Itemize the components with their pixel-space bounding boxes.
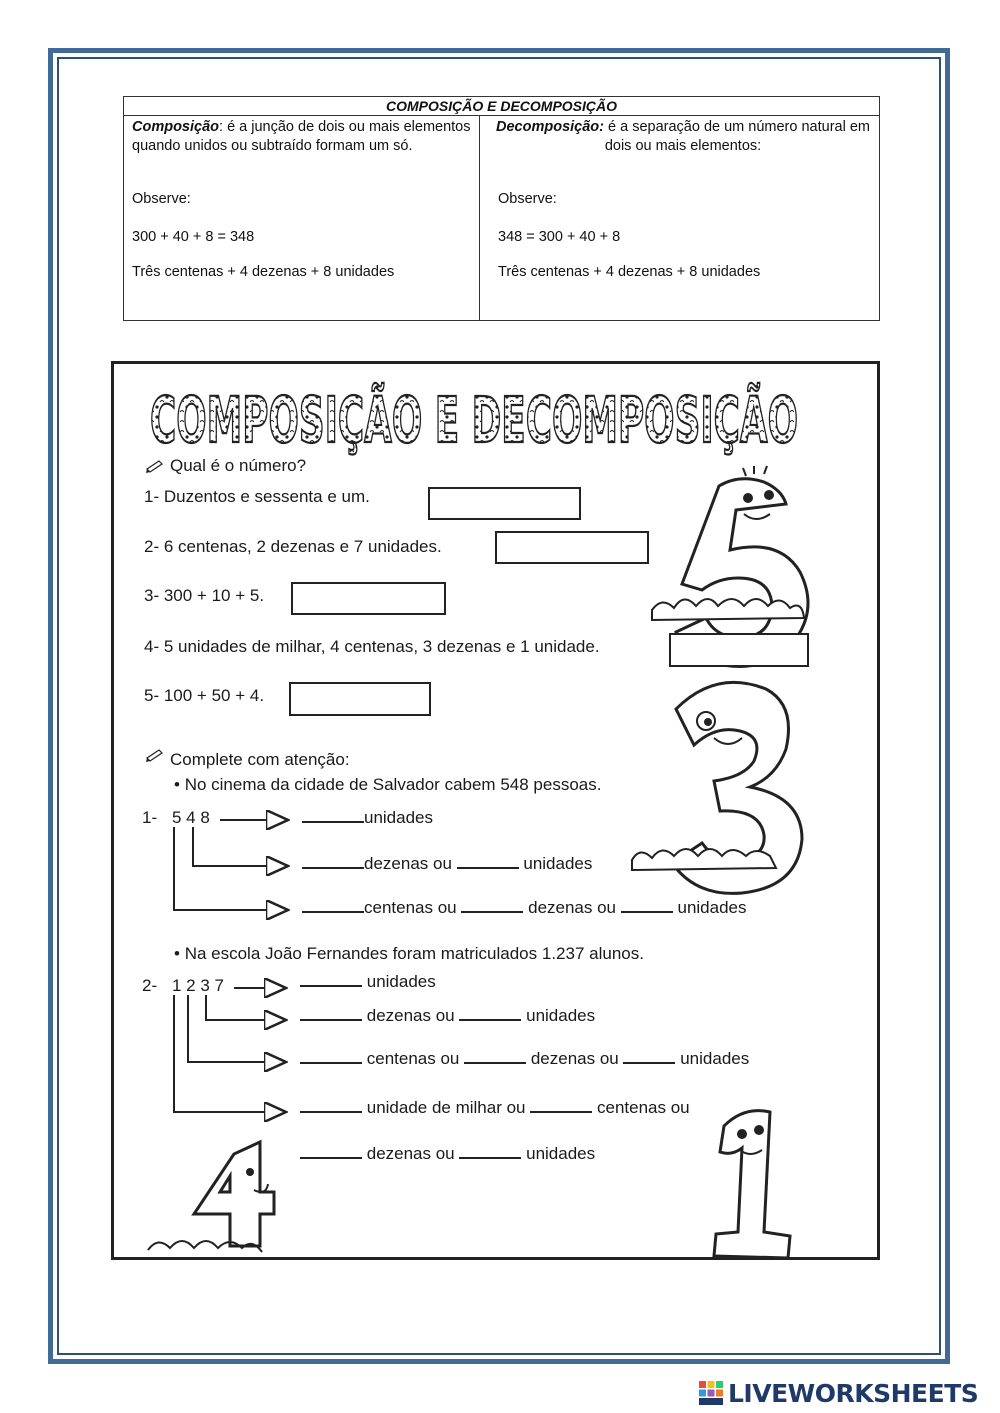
pencil-icon	[146, 750, 162, 762]
question-5-text: 5- 100 + 50 + 4.	[144, 686, 265, 705]
cartoon-four-icon	[148, 1142, 274, 1252]
q2-label: 2-	[142, 976, 158, 995]
q2-row5: dezenas ou unidades	[300, 1144, 595, 1164]
context-1237: • Na escola João Fernandes foram matriculados 1.237 alunos.	[174, 944, 644, 963]
q2-row2-blank-b[interactable]	[459, 1018, 521, 1021]
q2-row4: unidade de milhar ou centenas ou	[300, 1098, 690, 1118]
q2-row4-blank-a[interactable]	[300, 1110, 362, 1113]
q2-row3-blank-b[interactable]	[464, 1061, 526, 1064]
question-2-text: 2- 6 centenas, 2 dezenas e 7 unidades.	[144, 537, 442, 556]
q2-row4-blank-b[interactable]	[530, 1110, 592, 1113]
q2-row5-blank-b[interactable]	[459, 1156, 521, 1159]
q1-row2: dezenas ou unidades	[302, 854, 592, 874]
q1-row3: centenas ou dezenas ou unidades	[302, 898, 747, 918]
decomposition-description: Decomposição: é a separação de um número natural em dois ou mais elementos:	[496, 119, 870, 154]
definition-table	[123, 96, 880, 321]
banner-title: COMPOSIÇÃO E DECOMPOSIÇÃO	[150, 384, 798, 457]
q2-row1: unidades	[300, 972, 436, 992]
q2-row1-blank[interactable]	[300, 984, 362, 987]
liveworksheets-logo	[698, 1378, 978, 1408]
answer-box-1[interactable]	[428, 487, 581, 520]
exercise-panel	[111, 361, 880, 1260]
decomposition-words: Três centenas + 4 dezenas + 8 unidades	[498, 264, 761, 280]
q2-row3-blank-a[interactable]	[300, 1061, 362, 1064]
composition-description: Composição: é a junção de dois ou mais elementos quando unidos ou subtraído formam um só.	[132, 119, 471, 154]
answer-box-4[interactable]	[669, 633, 809, 667]
q1-row2-blank-b[interactable]	[457, 866, 519, 869]
question-4-text: 4- 5 unidades de milhar, 4 centenas, 3 dezenas e 1 unidade.	[144, 637, 600, 656]
pencil-icon	[146, 461, 162, 473]
definition-title: COMPOSIÇÃO E DECOMPOSIÇÃO	[124, 97, 879, 116]
answer-box-3[interactable]	[291, 582, 446, 615]
q1-number: 5 4 8	[172, 808, 210, 827]
q1-label: 1-	[142, 808, 158, 827]
decomposition-column	[481, 116, 879, 320]
question-3-text: 3- 300 + 10 + 5.	[144, 586, 265, 605]
question-1-text: 1- Duzentos e sessenta e um.	[144, 487, 370, 506]
decomposition-equation: 348 = 300 + 40 + 8	[498, 229, 621, 245]
q2-row3: centenas ou dezenas ou unidades	[300, 1049, 749, 1069]
q1-row1: unidades	[302, 808, 433, 828]
composition-column	[124, 116, 480, 320]
cartoon-three-icon	[632, 682, 802, 893]
q2-row5-blank-a[interactable]	[300, 1156, 362, 1159]
q1-row3-blank-a[interactable]	[302, 910, 364, 913]
answer-box-2[interactable]	[495, 531, 649, 564]
context-548: • No cinema da cidade de Salvador cabem 548 pessoas.	[174, 775, 602, 794]
answer-box-5[interactable]	[289, 682, 431, 716]
place-value-arrows-q1	[174, 820, 288, 910]
composition-term: Composição	[132, 119, 220, 135]
liveworksheets-wordmark: LIVEWORKSHEETS	[728, 1378, 979, 1408]
q2-number: 1 2 3 7	[172, 976, 224, 995]
q1-row2-blank-a[interactable]	[302, 866, 364, 869]
composition-words: Três centenas + 4 dezenas + 8 unidades	[132, 264, 395, 280]
composition-equation: 300 + 40 + 8 = 348	[132, 229, 255, 245]
q1-row1-blank[interactable]	[302, 820, 364, 823]
decomposition-term: Decomposição:	[496, 119, 604, 135]
q2-row3-blank-c[interactable]	[623, 1061, 675, 1064]
section1-heading: Qual é o número?	[170, 456, 307, 475]
liveworksheets-icon	[698, 1380, 724, 1406]
q1-row3-blank-c[interactable]	[621, 910, 673, 913]
q2-row2: dezenas ou unidades	[300, 1006, 595, 1026]
q1-row3-blank-b[interactable]	[461, 910, 523, 913]
cartoon-one-icon	[714, 1111, 790, 1257]
section2-heading: Complete com atenção:	[170, 750, 350, 769]
decomposition-observe: Observe:	[498, 191, 557, 207]
composition-observe: Observe:	[132, 191, 191, 207]
q2-row2-blank-a[interactable]	[300, 1018, 362, 1021]
place-value-arrows-q2	[174, 988, 286, 1112]
